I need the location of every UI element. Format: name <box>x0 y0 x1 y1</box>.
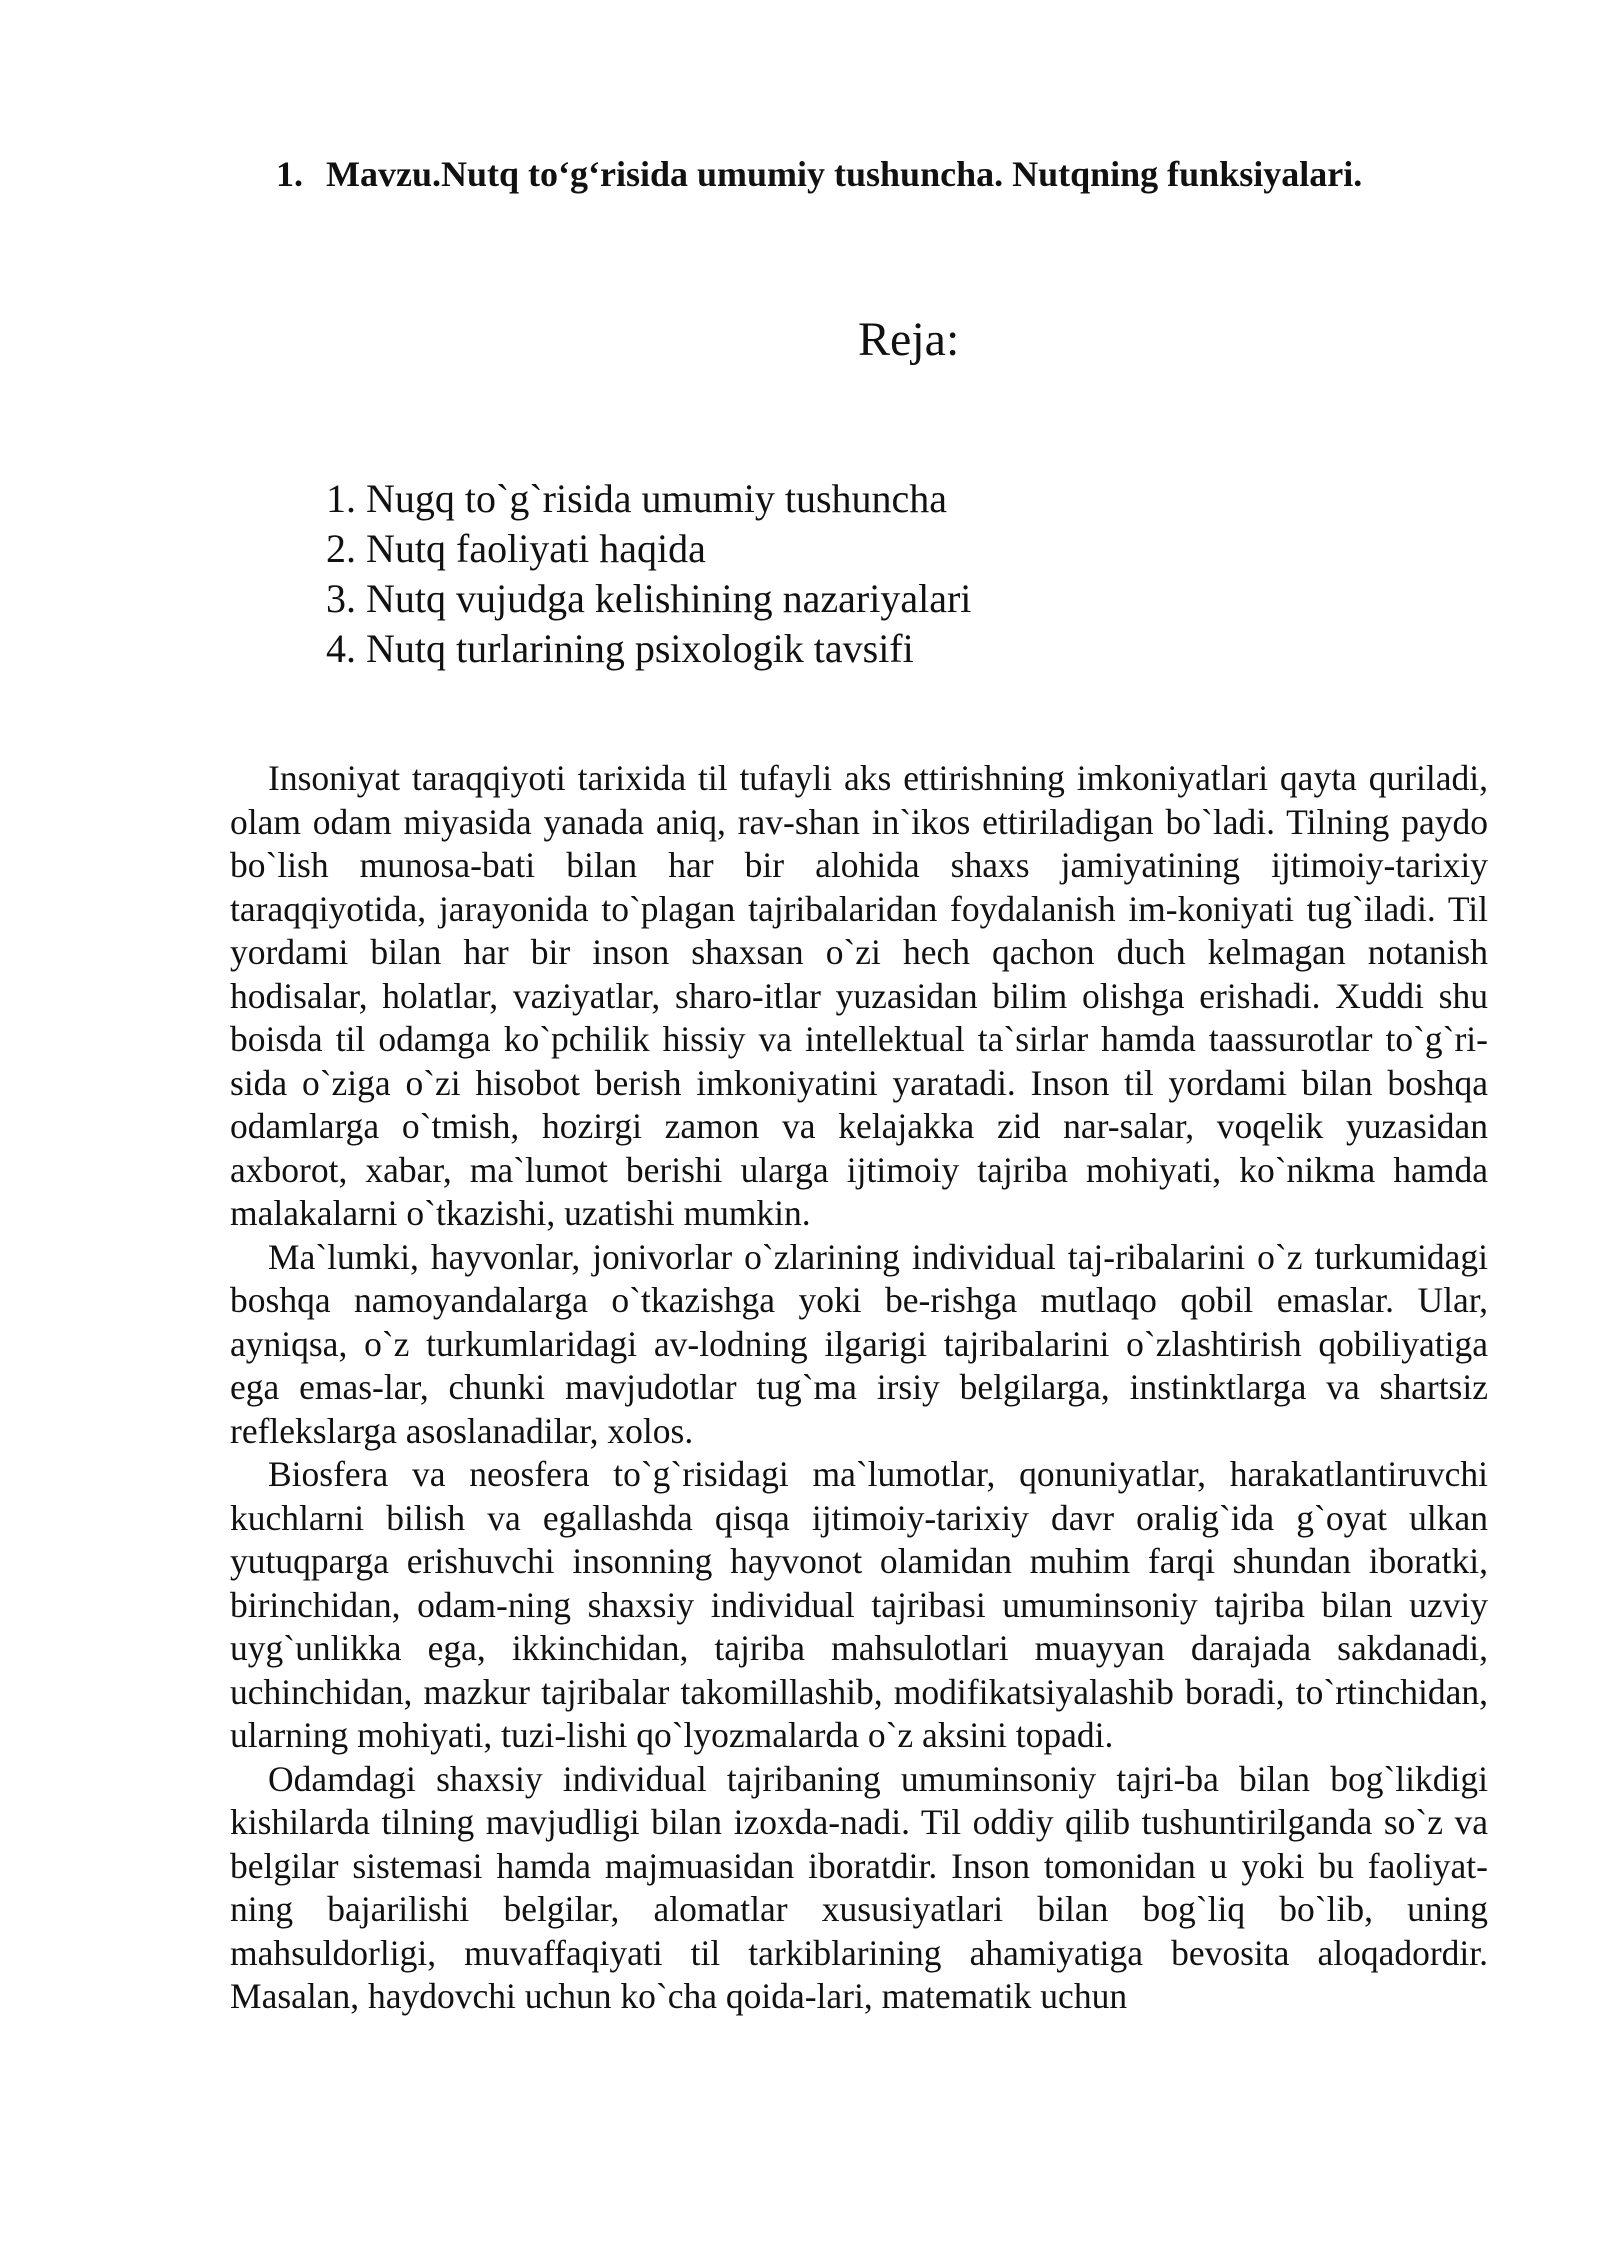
plan-heading: Reja: <box>858 313 960 366</box>
plan-item: 3. Nutq vujudga kelishining nazariyalari <box>326 576 972 621</box>
plan-list <box>326 474 971 674</box>
title-text: Mavzu.Nutq to‘g‘risida umumiy tushuncha. Nutqning funksiyalari. <box>326 154 1363 194</box>
topic-title <box>276 152 1476 196</box>
paragraph: Odamdagi shaxsiy individual tajribaning umuminsoniy tajri-ba bilan bog`likdigi kishilarda tilning mavjudligi bilan izoxda-nadi. Til oddiy qilib tushuntirilganda so`z va belgilar sistemasi hamda majmuasidan iboratdir. Inson tomonidan u yoki bu faoliyat-ning bajarilishi belgilar, alomatlar xususiyatlari bilan bog`liq bo`lib, uning mahsuldorligi, muvaffaqiyati til tarkiblarining ahamiyatiga bevosita aloqadordir. Masalan, haydovchi uchun ko`cha qoida-lari, matematik uchun <box>230 1758 1488 2016</box>
paragraph: Biosfera va neosfera to`g`risidagi ma`lumotlar, qonuniyatlar, harakatlantiruvchi kuchlarni bilish va egallashda qisqa ijtimoiy-tarixiy davr oralig`ida g`oyat ulkan yutuqparga erishuvchi insonning hayvonot olamidan muhim farqi shundan iboratki, birinchidan, odam-ning shaxsiy individual tajribasi umuminsoniy tajriba bilan uzviy uyg`unlikka ega, ikkinchidan, tajriba mahsulotlari muayyan darajada sakdanadi, uchinchidan, mazkur tajribalar takomillashib, modifikatsiyalashib boradi, to`rtinchidan, ularning mohiyati, tuzi-lishi qo`lyozmalarda o`z aksini topadi. <box>230 1454 1488 1755</box>
title-number: 1. <box>276 154 303 194</box>
plan-item: 2. Nutq faoliyati haqida <box>326 526 706 571</box>
paragraph: Insoniyat taraqqiyoti tarixida til tufayli aks ettirishning imkoniyatlari qayta quriladi, olam odam miyasida yanada aniq, rav-shan in`ikos ettiriladigan bo`ladi. Tilning paydo bo`lish munosa-bati bilan har bir alohida shaxs jamiyatining ijtimoiy-tarixiy taraqqiyotida, jarayonida to`plagan tajribalaridan foydalanish im-koniyati tug`iladi. Til yordami bilan har bir inson shaxsan o`zi hech qachon duch kelmagan notanish hodisalar, holatlar, vaziyatlar, sharo-itlar yuzasidan bilim olishga erishadi. Xuddi shu boisda til odamga ko`pchilik hissiy va intellektual ta`sirlar hamda taassurotlar to`g`ri-sida o`ziga o`zi hisobot berish imkoniyatini yaratadi. Inson til yordami bilan boshqa odamlarga o`tmish, hozirgi zamon va kelajakka zid nar-salar, voqelik yuzasidan axborot, xabar, ma`lumot berishi ularga ijtimoiy tajriba mohiyati, ko`nikma hamda malakalarni o`tkazishi, uzatishi mumkin. <box>230 758 1488 1233</box>
plan-item: 1. Nugq to`g`risida umumiy tushuncha <box>326 476 948 521</box>
body-text <box>230 757 1488 2019</box>
paragraph: Ma`lumki, hayvonlar, jonivorlar o`zlarining individual taj-ribalarini o`z turkumidagi boshqa namoyandalarga o`tkazishga yoki be-rishga mutlaqo qobil emaslar. Ular, ayniqsa, o`z turkumlaridagi av-lodning ilgarigi tajribalarini o`zlashtirish qobiliyatiga ega emas-lar, chunki mavjudotlar tug`ma irsiy belgilarga, instinktlarga va shartsiz reflekslarga asoslanadilar, xolos. <box>230 1236 1488 1451</box>
plan-item: 4. Nutq turlarining psixologik tavsifi <box>326 626 914 671</box>
